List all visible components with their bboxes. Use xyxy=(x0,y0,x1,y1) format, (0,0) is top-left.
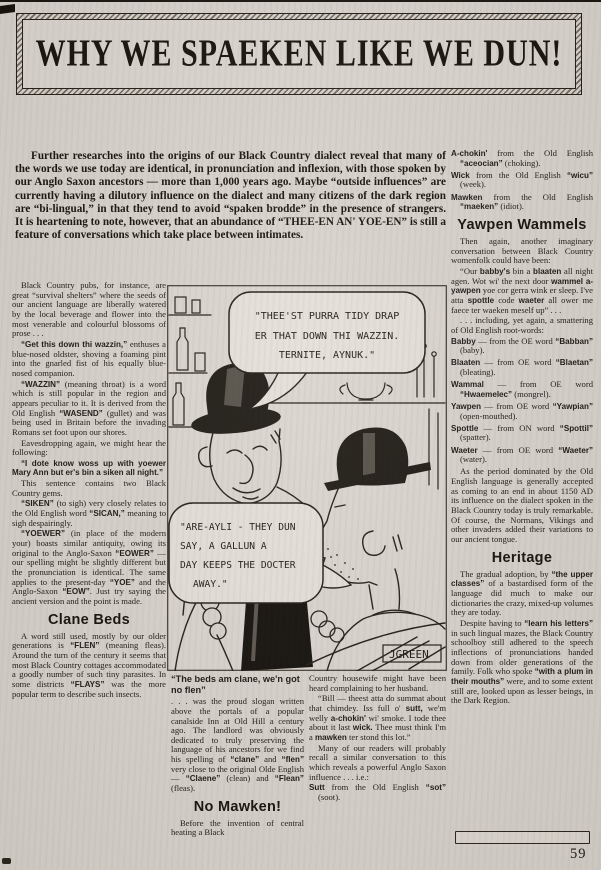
signature-text: JGREEN xyxy=(389,648,429,661)
glossary-entry: A-chokin' from the Old English “aceocian” (choking). xyxy=(451,149,593,168)
section-heading: Heritage xyxy=(491,549,553,566)
headline-box xyxy=(16,13,582,95)
paragraph: The gradual adoption, by “the upper classes” of a bastardised form of the language did much to make our dictionaries the crazy, mixed-up volumes they are today. xyxy=(451,568,593,618)
paragraph: “YOEWER” (in place of the modern your) boasts similar antiquity, owing its original to the Anglo-Saxon “EOWER” — our spelling might be slightly different but the pronunciation is identical. The same applies to the present-day “YOE” and the Anglo-Saxon “EOW”. Just try saying the ancient version and the point is made. xyxy=(12,528,166,606)
footer-rule-box xyxy=(455,831,590,844)
headline: WHY WE SPAEKEN LIKE WE DUN! xyxy=(35,32,563,75)
paragraph: Eavesdropping again, we might hear the following: xyxy=(12,437,166,458)
intro-paragraph: Further researches into the origins of our Black Country dialect reveal that many of the words we use today are identical, in pronunciation and inflexion, with those spoken by our Anglo Saxon ancestors — more than 1,000 years ago. Maybe “outside influences” are currently having a dilutory influence on the dialect and many citizens of the dark region are “bi-lingual,” in that they tend to avoid “spaken brodde” in the presence of strangers. It is heartening to note, however, that an abundance of “THEE-EN AN' YOE-EN” is still a feature of conversations which take place between intimates. xyxy=(15,150,446,242)
paragraph: Before the invention of central heating a Black xyxy=(171,817,304,838)
paragraph: “Bill — theest atta do summat about that chimdey. Iss full o' sutt, we'm welly a-chokin' wi' smoke. I tode thee about it last wick. Thee must think I'm a mawken ter stond this lot.” xyxy=(309,693,446,742)
glossary-entry: Babby — from the OE word “Babban” (baby). xyxy=(451,335,593,356)
page-number: 59 xyxy=(570,846,587,862)
bubble2-line: DAY KEEPS THE DOCTER xyxy=(180,560,296,571)
paragraph: . . . including, yet again, a smattering of Old English root-words: xyxy=(451,315,593,335)
paragraph: “WAZZIN” (meaning throat) is a word which is still popular in the region and appears peculiar to it. It is derived from the Old English “WASEND” (gullet) and was being used in Britain before the invading Romans set foot upon our shores. xyxy=(12,378,166,437)
bubble1-line: "THEE'ST PURRA TIDY DRAP xyxy=(254,311,400,322)
section-heading: Clane Beds xyxy=(48,611,130,628)
glossary-entry: Wick from the Old English “wicu” (week). xyxy=(451,169,593,190)
paragraph: “Get this down thi wazzin,” enthuses a blue-nosed oldster, shoving a foaming pint into the gnarled fist of his equally blue-nosed companion. xyxy=(12,338,166,378)
glossary-entry: Yawpen — from OE word “Yawpian” (open-mouthed). xyxy=(451,400,593,421)
paragraph: Many of our readers will probably recall a similar conversation to this which reveals a powerful Anglo Saxon influence . . . i.e.: xyxy=(309,742,446,782)
section-heading: No Mawken! xyxy=(193,798,282,815)
pub-cartoon xyxy=(167,285,447,671)
paragraph: Despite having to “learn his letters” in such lingual mazes, the Black Country schoolboy still adhered to the speech inflections of pronunciations handed down from older generations of the family. Folk who spoke “with a plum in their mouths” were, and to some extent still are, looked upon as lesser beings, in the Dark Region. xyxy=(451,617,593,706)
glossary-entry: Sutt from the Old English “sot” (soot). xyxy=(309,782,446,802)
paragraph: A word still used, mostly by our older generations is “FLEN” (meaning fleas). Around the turn of the century it seems that most Black Country cottages accommodated a goodly number of such tiny parasites. In some districts “FLAYS” was the more popular term to describe such insects. xyxy=(12,630,166,699)
paragraph: Black Country pubs, for instance, are great “survival shelters” where the seeds of our ancient language are liberally watered by the local beverage and flower into the most venerable and colourful blossoms of prose . . . xyxy=(12,281,166,339)
column-third xyxy=(309,674,446,868)
column-right xyxy=(451,149,593,829)
glossary-entry: Mawken from the Old English “maeken” (idiot). xyxy=(451,191,593,212)
bold-caption: “The beds am clane, we'n got no flen” xyxy=(171,674,300,695)
bubble1-line: TERNITE, AYNUK." xyxy=(278,350,376,361)
bubble2-line: SAY, A GALLUN A xyxy=(180,541,267,552)
scan-mark xyxy=(0,4,15,14)
scan-mark xyxy=(2,858,11,864)
glossary-entry: Blaaten — from OE word “Blaetan” (bleating). xyxy=(451,357,593,377)
paragraph: “I dote know woss up with yoewer Mary Ann but er's bin a siken all night.” xyxy=(12,458,166,478)
paragraph: Then again, another imaginary conversation between Black Country womenfolk could have been: xyxy=(451,235,593,266)
paragraph: “SIKEN” (to sigh) very closely relates to the Old English word “SICAN,” meaning to sigh despairingly. xyxy=(12,498,166,528)
column-middle xyxy=(171,674,304,868)
paragraph: . . . was the proud slogan written above the portals of a popular canalside Inn at Old Hill a century ago. The landlord was obviously dedicated to truly preserving the language of his ancestors for we find his spelling of “clane” and “flen” very close to the original Olde English — “Claene” (clean) and “Flean” (fleas). xyxy=(171,696,304,794)
column-left xyxy=(12,281,166,867)
headline-border xyxy=(22,19,576,89)
paragraph: “Our babby's bin a blaaten all night agen. Wot wi' the next door wammel a-yawpen yoe cor gerra wink er sleep. I've atta spottle code waeter all ower me faece ter waeken meself up” . . . xyxy=(451,265,593,315)
section-heading: Yawpen Wammels xyxy=(457,216,587,233)
bubble2-line: "ARE-AYLI - THEY DUN xyxy=(180,522,296,533)
paragraph: Country housewife might have been heard complaining to her husband. xyxy=(309,674,446,693)
bubble2-line: AWAY." xyxy=(193,579,228,590)
glossary-entry: Spottle — from ON word “Spottil” (spatter). xyxy=(451,422,593,443)
glossary-entry: Wammal — from OE word “Hwaemelec” (mongrel). xyxy=(451,379,593,399)
paragraph: This sentence contains two Black Country gems. xyxy=(12,478,166,498)
page-edge-line xyxy=(0,0,601,2)
bubble1-line: ER THAT DOWN THI WAZZIN. xyxy=(254,331,400,342)
paragraph: As the period dominated by the Old English language is generally accepted as coming to an end in about 1150 AD its influence on the dialect spoken in the Black Country today is truly remarkable. Of course, the Normans, Vikings and other invaders added their variations to our ancient tongue. xyxy=(451,466,593,544)
glossary-entry: Waeter — from OE word “Waeter” (water). xyxy=(451,444,593,465)
